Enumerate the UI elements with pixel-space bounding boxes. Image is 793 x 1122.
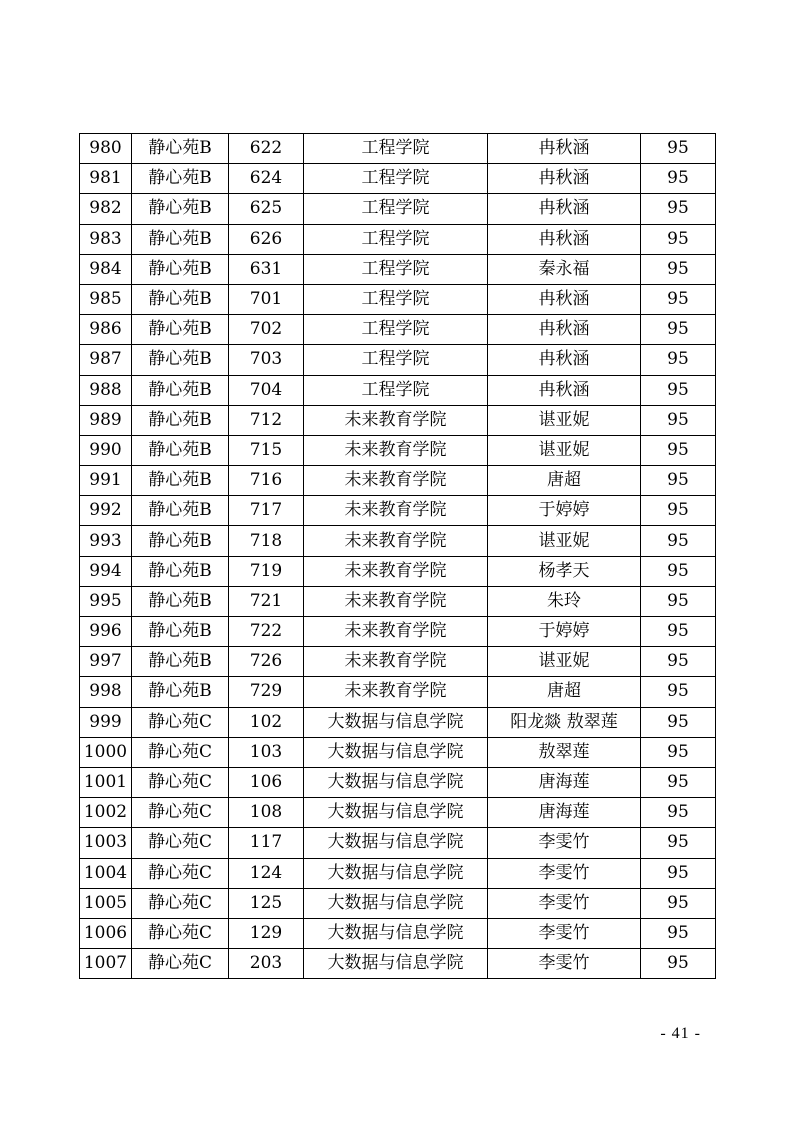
building-cell: 静心苑C xyxy=(132,858,229,888)
row-number-cell: 980 xyxy=(80,134,132,164)
score-cell: 95 xyxy=(641,496,716,526)
building-cell: 静心苑C xyxy=(132,918,229,948)
row-number-cell: 984 xyxy=(80,254,132,284)
score-cell: 95 xyxy=(641,888,716,918)
score-cell: 95 xyxy=(641,617,716,647)
row-number-cell: 987 xyxy=(80,345,132,375)
college-cell: 大数据与信息学院 xyxy=(304,707,488,737)
score-cell: 95 xyxy=(641,164,716,194)
counselor-cell: 冉秋涵 xyxy=(488,315,641,345)
table-row xyxy=(80,435,716,465)
building-cell: 静心苑B xyxy=(132,647,229,677)
college-cell: 工程学院 xyxy=(304,224,488,254)
table-row xyxy=(80,375,716,405)
table-row xyxy=(80,798,716,828)
room-cell: 701 xyxy=(229,284,304,314)
score-cell: 95 xyxy=(641,707,716,737)
row-number-cell: 1001 xyxy=(80,767,132,797)
table-row xyxy=(80,888,716,918)
building-cell: 静心苑B xyxy=(132,466,229,496)
college-cell: 工程学院 xyxy=(304,315,488,345)
counselor-cell: 朱玲 xyxy=(488,586,641,616)
counselor-cell: 李雯竹 xyxy=(488,918,641,948)
room-cell: 715 xyxy=(229,435,304,465)
score-cell: 95 xyxy=(641,918,716,948)
college-cell: 工程学院 xyxy=(304,164,488,194)
score-cell: 95 xyxy=(641,224,716,254)
building-cell: 静心苑B xyxy=(132,254,229,284)
college-cell: 未来教育学院 xyxy=(304,617,488,647)
building-cell: 静心苑B xyxy=(132,526,229,556)
counselor-cell: 唐超 xyxy=(488,677,641,707)
table-row xyxy=(80,828,716,858)
row-number-cell: 985 xyxy=(80,284,132,314)
college-cell: 未来教育学院 xyxy=(304,647,488,677)
table-row xyxy=(80,767,716,797)
score-cell: 95 xyxy=(641,194,716,224)
college-cell: 未来教育学院 xyxy=(304,526,488,556)
room-cell: 624 xyxy=(229,164,304,194)
college-cell: 未来教育学院 xyxy=(304,405,488,435)
row-number-cell: 993 xyxy=(80,526,132,556)
table-row xyxy=(80,466,716,496)
table-row xyxy=(80,284,716,314)
score-cell: 95 xyxy=(641,405,716,435)
score-cell: 95 xyxy=(641,134,716,164)
score-cell: 95 xyxy=(641,586,716,616)
college-cell: 未来教育学院 xyxy=(304,496,488,526)
row-number-cell: 1007 xyxy=(80,949,132,979)
college-cell: 未来教育学院 xyxy=(304,435,488,465)
row-number-cell: 995 xyxy=(80,586,132,616)
score-cell: 95 xyxy=(641,466,716,496)
score-cell: 95 xyxy=(641,345,716,375)
row-number-cell: 1000 xyxy=(80,737,132,767)
room-cell: 718 xyxy=(229,526,304,556)
row-number-cell: 1006 xyxy=(80,918,132,948)
score-cell: 95 xyxy=(641,435,716,465)
room-cell: 625 xyxy=(229,194,304,224)
college-cell: 工程学院 xyxy=(304,375,488,405)
college-cell: 未来教育学院 xyxy=(304,466,488,496)
counselor-cell: 谌亚妮 xyxy=(488,526,641,556)
counselor-cell: 唐海莲 xyxy=(488,798,641,828)
college-cell: 工程学院 xyxy=(304,284,488,314)
college-cell: 未来教育学院 xyxy=(304,677,488,707)
room-cell: 626 xyxy=(229,224,304,254)
building-cell: 静心苑C xyxy=(132,798,229,828)
counselor-cell: 谌亚妮 xyxy=(488,435,641,465)
college-cell: 工程学院 xyxy=(304,194,488,224)
room-cell: 702 xyxy=(229,315,304,345)
counselor-cell: 于婷婷 xyxy=(488,496,641,526)
college-cell: 工程学院 xyxy=(304,254,488,284)
college-cell: 未来教育学院 xyxy=(304,556,488,586)
counselor-cell: 唐超 xyxy=(488,466,641,496)
building-cell: 静心苑B xyxy=(132,134,229,164)
room-cell: 106 xyxy=(229,767,304,797)
row-number-cell: 1005 xyxy=(80,888,132,918)
table-row xyxy=(80,134,716,164)
building-cell: 静心苑B xyxy=(132,164,229,194)
building-cell: 静心苑B xyxy=(132,375,229,405)
table-body xyxy=(80,134,716,979)
row-number-cell: 982 xyxy=(80,194,132,224)
score-cell: 95 xyxy=(641,526,716,556)
room-cell: 703 xyxy=(229,345,304,375)
building-cell: 静心苑C xyxy=(132,767,229,797)
table-row xyxy=(80,858,716,888)
counselor-cell: 冉秋涵 xyxy=(488,284,641,314)
row-number-cell: 1003 xyxy=(80,828,132,858)
college-cell: 大数据与信息学院 xyxy=(304,737,488,767)
row-number-cell: 989 xyxy=(80,405,132,435)
college-cell: 大数据与信息学院 xyxy=(304,767,488,797)
counselor-cell: 杨孝天 xyxy=(488,556,641,586)
building-cell: 静心苑C xyxy=(132,737,229,767)
college-cell: 大数据与信息学院 xyxy=(304,918,488,948)
building-cell: 静心苑B xyxy=(132,586,229,616)
score-cell: 95 xyxy=(641,677,716,707)
college-cell: 大数据与信息学院 xyxy=(304,858,488,888)
room-cell: 717 xyxy=(229,496,304,526)
room-cell: 722 xyxy=(229,617,304,647)
room-cell: 102 xyxy=(229,707,304,737)
table-row xyxy=(80,315,716,345)
building-cell: 静心苑B xyxy=(132,556,229,586)
row-number-cell: 997 xyxy=(80,647,132,677)
table-row xyxy=(80,345,716,375)
row-number-cell: 986 xyxy=(80,315,132,345)
counselor-cell: 冉秋涵 xyxy=(488,375,641,405)
counselor-cell: 李雯竹 xyxy=(488,949,641,979)
building-cell: 静心苑C xyxy=(132,828,229,858)
table-row xyxy=(80,194,716,224)
score-cell: 95 xyxy=(641,375,716,405)
score-cell: 95 xyxy=(641,858,716,888)
table-row xyxy=(80,164,716,194)
table-row xyxy=(80,254,716,284)
building-cell: 静心苑B xyxy=(132,435,229,465)
table-row xyxy=(80,224,716,254)
table-row xyxy=(80,707,716,737)
room-cell: 129 xyxy=(229,918,304,948)
counselor-cell: 秦永福 xyxy=(488,254,641,284)
room-cell: 203 xyxy=(229,949,304,979)
room-cell: 631 xyxy=(229,254,304,284)
table-row xyxy=(80,918,716,948)
college-cell: 大数据与信息学院 xyxy=(304,828,488,858)
dormitory-table xyxy=(79,133,716,979)
counselor-cell: 冉秋涵 xyxy=(488,164,641,194)
college-cell: 未来教育学院 xyxy=(304,586,488,616)
counselor-cell: 谌亚妮 xyxy=(488,405,641,435)
row-number-cell: 992 xyxy=(80,496,132,526)
counselor-cell: 李雯竹 xyxy=(488,858,641,888)
building-cell: 静心苑B xyxy=(132,345,229,375)
score-cell: 95 xyxy=(641,949,716,979)
building-cell: 静心苑B xyxy=(132,677,229,707)
counselor-cell: 冉秋涵 xyxy=(488,194,641,224)
college-cell: 大数据与信息学院 xyxy=(304,798,488,828)
counselor-cell: 谌亚妮 xyxy=(488,647,641,677)
table-row xyxy=(80,586,716,616)
table-row xyxy=(80,677,716,707)
row-number-cell: 996 xyxy=(80,617,132,647)
building-cell: 静心苑B xyxy=(132,617,229,647)
room-cell: 103 xyxy=(229,737,304,767)
row-number-cell: 991 xyxy=(80,466,132,496)
building-cell: 静心苑B xyxy=(132,315,229,345)
room-cell: 716 xyxy=(229,466,304,496)
room-cell: 125 xyxy=(229,888,304,918)
score-cell: 95 xyxy=(641,647,716,677)
row-number-cell: 981 xyxy=(80,164,132,194)
room-cell: 622 xyxy=(229,134,304,164)
counselor-cell: 唐海莲 xyxy=(488,767,641,797)
table-row xyxy=(80,617,716,647)
room-cell: 726 xyxy=(229,647,304,677)
college-cell: 大数据与信息学院 xyxy=(304,949,488,979)
building-cell: 静心苑C xyxy=(132,707,229,737)
table-row xyxy=(80,647,716,677)
building-cell: 静心苑B xyxy=(132,496,229,526)
room-cell: 719 xyxy=(229,556,304,586)
score-cell: 95 xyxy=(641,737,716,767)
row-number-cell: 988 xyxy=(80,375,132,405)
score-cell: 95 xyxy=(641,828,716,858)
score-cell: 95 xyxy=(641,767,716,797)
college-cell: 工程学院 xyxy=(304,345,488,375)
building-cell: 静心苑C xyxy=(132,888,229,918)
counselor-cell: 冉秋涵 xyxy=(488,224,641,254)
score-cell: 95 xyxy=(641,254,716,284)
room-cell: 729 xyxy=(229,677,304,707)
counselor-cell: 李雯竹 xyxy=(488,828,641,858)
room-cell: 117 xyxy=(229,828,304,858)
row-number-cell: 999 xyxy=(80,707,132,737)
room-cell: 704 xyxy=(229,375,304,405)
college-cell: 大数据与信息学院 xyxy=(304,888,488,918)
building-cell: 静心苑C xyxy=(132,949,229,979)
building-cell: 静心苑B xyxy=(132,284,229,314)
row-number-cell: 983 xyxy=(80,224,132,254)
counselor-cell: 李雯竹 xyxy=(488,888,641,918)
room-cell: 124 xyxy=(229,858,304,888)
score-cell: 95 xyxy=(641,315,716,345)
row-number-cell: 994 xyxy=(80,556,132,586)
table-row xyxy=(80,526,716,556)
college-cell: 工程学院 xyxy=(304,134,488,164)
room-cell: 712 xyxy=(229,405,304,435)
table-row xyxy=(80,496,716,526)
building-cell: 静心苑B xyxy=(132,405,229,435)
counselor-cell: 阳龙燚 敖翠莲 xyxy=(488,707,641,737)
page-number: - 41 - xyxy=(660,1025,701,1042)
building-cell: 静心苑B xyxy=(132,194,229,224)
score-cell: 95 xyxy=(641,798,716,828)
room-cell: 721 xyxy=(229,586,304,616)
row-number-cell: 990 xyxy=(80,435,132,465)
row-number-cell: 1002 xyxy=(80,798,132,828)
table-row xyxy=(80,737,716,767)
row-number-cell: 1004 xyxy=(80,858,132,888)
counselor-cell: 冉秋涵 xyxy=(488,345,641,375)
room-cell: 108 xyxy=(229,798,304,828)
counselor-cell: 冉秋涵 xyxy=(488,134,641,164)
row-number-cell: 998 xyxy=(80,677,132,707)
building-cell: 静心苑B xyxy=(132,224,229,254)
score-cell: 95 xyxy=(641,284,716,314)
score-cell: 95 xyxy=(641,556,716,586)
table-row xyxy=(80,405,716,435)
table-row xyxy=(80,949,716,979)
counselor-cell: 敖翠莲 xyxy=(488,737,641,767)
table-row xyxy=(80,556,716,586)
counselor-cell: 于婷婷 xyxy=(488,617,641,647)
